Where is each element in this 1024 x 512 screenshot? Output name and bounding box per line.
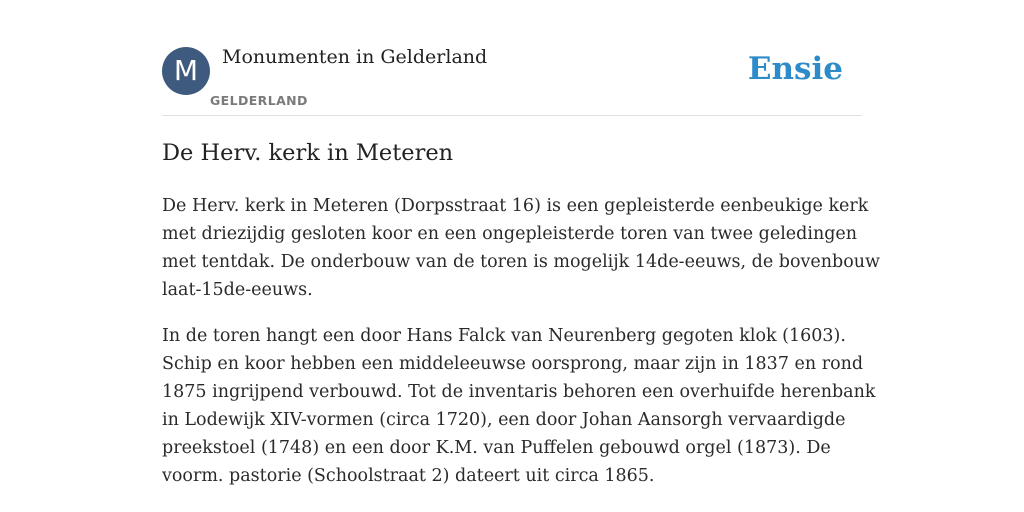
paragraph-line: preekstoel (1748) en een door K.M. van Puffelen gebouwd orgel (1873). De [162,438,831,458]
paragraph [162,322,876,490]
source-category-tag[interactable]: GELDERLAND [210,93,308,108]
article-body [162,192,881,508]
paragraph-line: De Herv. kerk in Meteren (Dorpsstraat 16) is een gepleisterde eenbeukige kerk [162,196,869,216]
source-title-link[interactable]: Monumenten in Gelderland [222,46,488,68]
paragraph-line: voorm. pastorie (Schoolstraat 2) dateert uit circa 1865. [162,466,655,486]
paragraph-line: met driezijdig gesloten koor en een ongepleisterde toren van twee geledingen [162,224,858,244]
paragraph-line: Schip en koor hebben een middeleeuwse oorsprong, maar zijn in 1837 en rond [162,354,864,374]
paragraph-line: 1875 ingrijpend verbouwd. Tot de inventaris behoren een overhuifde herenbank [162,382,876,402]
source-avatar[interactable]: M [162,47,210,95]
paragraph-line: met tentdak. De onderbouw van de toren is mogelijk 14de-eeuws, de bovenbouw [162,252,881,272]
ensie-logo[interactable]: Ensie [747,51,843,87]
paragraph-line: laat-15de-eeuws. [162,280,313,300]
header-divider [162,115,862,116]
paragraph-line: in Lodewijk XIV-vormen (circa 1720), een door Johan Aansorgh vervaardigde [162,410,846,430]
paragraph-line: In de toren hangt een door Hans Falck van Neurenberg gegoten klok (1603). [162,326,846,346]
article-title: De Herv. kerk in Meteren [162,140,454,166]
paragraph [162,192,881,304]
